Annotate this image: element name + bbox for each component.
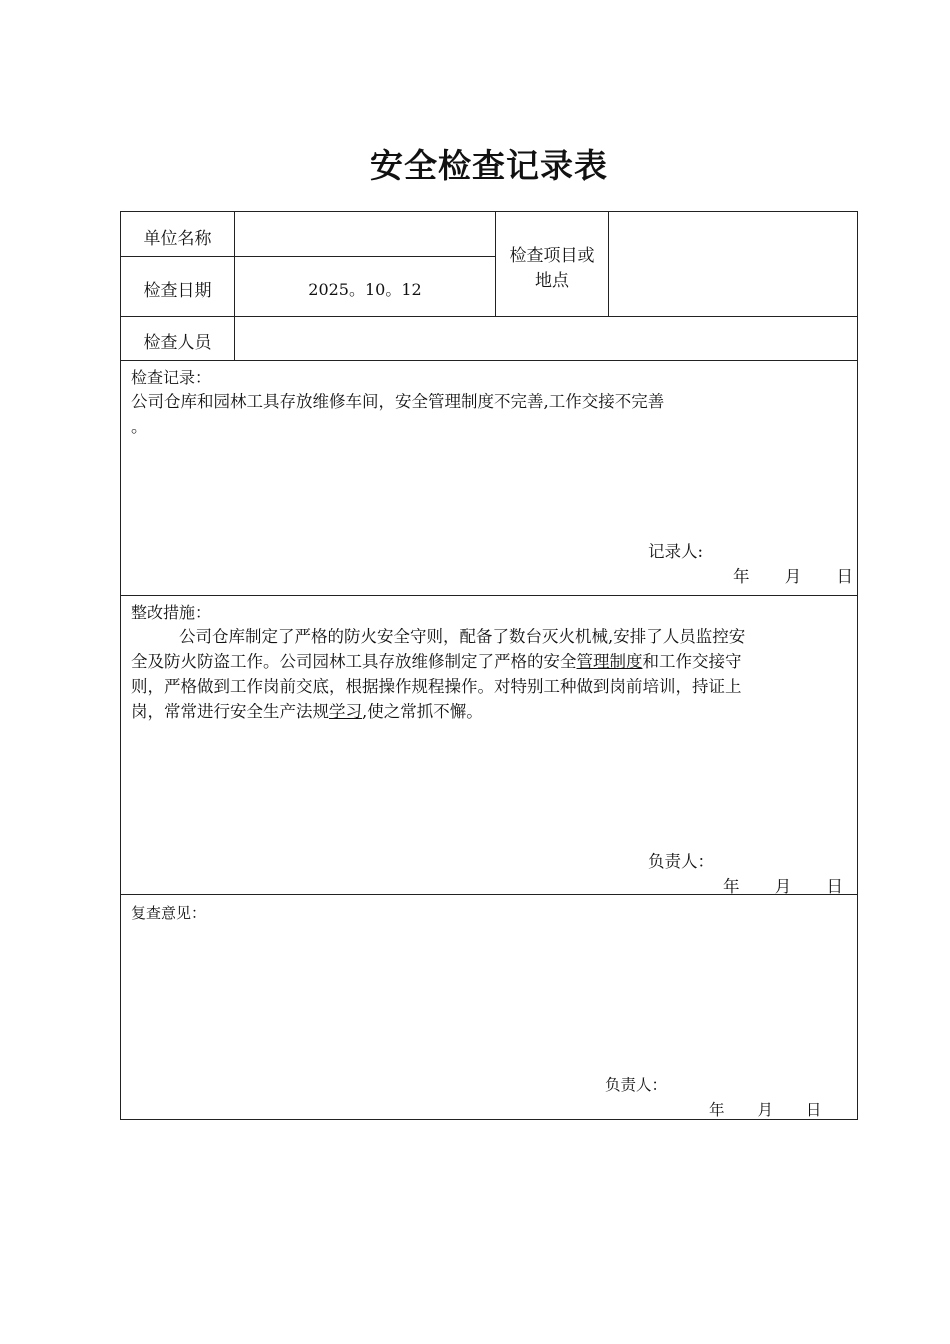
record-day: 日 <box>836 567 853 586</box>
row-divider <box>121 256 495 257</box>
review-month: 月 <box>757 1101 773 1119</box>
rectification-date-line <box>723 873 843 897</box>
recorder-label: 记录人: <box>648 542 704 561</box>
rectification-line2-underlined: 管理制度 <box>576 652 643 671</box>
rectification-line2-a: 全及防火防盗工作。公司园林工具存放维修制定了严格的安全 <box>131 652 577 671</box>
row-divider <box>121 316 857 317</box>
record-month: 月 <box>784 567 802 586</box>
review-year: 年 <box>709 1101 725 1119</box>
rectification-line1: 公司仓库制定了严格的防火安全守则，配备了数台灭火机械,安排了人员监控安 <box>179 627 746 646</box>
row-divider <box>121 360 857 361</box>
review-day: 日 <box>805 1101 822 1119</box>
rectification-line4 <box>131 699 483 724</box>
unit-name-label: 单位名称 <box>143 229 212 249</box>
rectification-line2 <box>131 649 742 674</box>
record-label: 检查记录： <box>131 368 212 387</box>
rectification-line3: 则，严格做到工作岗前交底，根据操作规程操作。对特别工种做到岗前培训，持证上 <box>131 677 742 696</box>
rectification-line4-b: ,使之常抓不懈。 <box>362 702 483 721</box>
inspection-form <box>120 211 858 1120</box>
rectification-line4-a: 岗，常常进行安全生产法规 <box>131 702 329 721</box>
review-date-line <box>709 1098 821 1120</box>
check-date-label: 检查日期 <box>143 281 212 301</box>
inspector-label: 检查人员 <box>143 333 212 353</box>
rectification-day: 日 <box>826 877 843 896</box>
record-text-line1: 公司仓库和园林工具存放维修车间，安全管理制度不完善,工作交接不完善 <box>131 392 665 411</box>
rectification-month: 月 <box>774 877 792 896</box>
page-title: 安全检查记录表 <box>370 146 608 185</box>
check-item-label-line2: 地点 <box>535 271 569 291</box>
record-date-line <box>733 563 853 587</box>
record-year: 年 <box>733 567 750 586</box>
rectification-year: 年 <box>723 877 740 896</box>
review-label: 复查意见： <box>131 904 207 922</box>
rectification-line2-b: 和工作交接守 <box>642 652 742 671</box>
rectification-signer-label: 负责人： <box>648 852 714 871</box>
check-item-label-line1: 检查项目或 <box>509 246 595 266</box>
rectification-line4-underlined: 学习 <box>329 702 362 721</box>
check-date-value[interactable]: 2025。10。12 <box>308 280 422 299</box>
record-text-line2: 。 <box>131 417 148 436</box>
column-divider <box>608 212 609 316</box>
review-signer-label: 负责人： <box>605 1076 668 1094</box>
section-divider <box>121 595 857 596</box>
rectification-label: 整改措施： <box>131 603 212 622</box>
